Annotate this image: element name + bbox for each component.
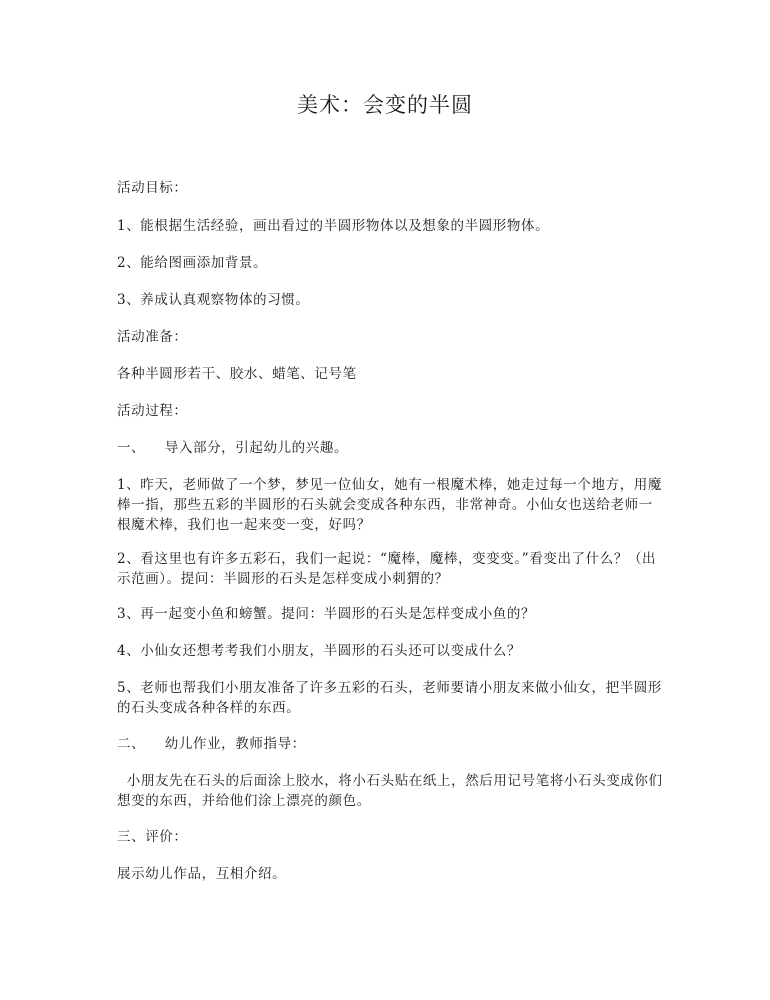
paragraph-instructions: 小朋友先在石头的后面涂上胶水，将小石头贴在纸上，然后用记号笔将小石头变成你们想变的东西，并给他们涂上漂亮的颜色。 bbox=[117, 773, 663, 809]
paragraph-step-2: 2、看这里也有许多五彩石，我们一起说：“魔棒，魔棒，变变变。”看变出了什么？（出示范画）。提问：半圆形的石头是怎样变成小刺猬的？ bbox=[117, 551, 657, 587]
paragraph-step-4: 4、小仙女还想考考我们小朋友，半圆形的石头还可以变成什么？ bbox=[117, 643, 521, 659]
paragraph-goal-1: 1、能根据生活经验，画出看过的半圆形物体以及想象的半圆形物体。 bbox=[117, 218, 550, 234]
paragraph-evaluation: 展示幼儿作品，互相介绍。 bbox=[117, 866, 287, 882]
section-heading-goals: 活动目标： bbox=[117, 180, 188, 196]
paragraph-goal-3: 3、养成认真观察物体的习惯。 bbox=[117, 292, 310, 308]
section-heading-process: 活动过程： bbox=[117, 403, 188, 419]
paragraph-step-5: 5、老师也帮我们小朋友准备了许多五彩的石头，老师要请小朋友来做小仙女，把半圆形的石头变成各种各样的东西。 bbox=[117, 680, 662, 716]
paragraph-step-3: 3、再一起变小鱼和螃蟹。提问：半圆形的石头是怎样变成小鱼的？ bbox=[117, 606, 536, 622]
paragraph-materials: 各种半圆形若干、胶水、蜡笔、记号笔 bbox=[117, 366, 357, 382]
section-heading-preparation: 活动准备： bbox=[117, 329, 188, 345]
paragraph-part-2: 二、 幼儿作业，教师指导： bbox=[117, 736, 306, 752]
section-heading-evaluation: 三、评价： bbox=[117, 829, 188, 845]
paragraph-part-1: 一、 导入部分，引起幼儿的兴趣。 bbox=[117, 440, 349, 456]
page-title: 美术：会变的半圆 bbox=[297, 93, 473, 117]
paragraph-goal-2: 2、能给图画添加背景。 bbox=[117, 255, 268, 271]
paragraph-step-1: 1、昨天，老师做了一个梦，梦见一位仙女，她有一根魔术棒，她走过每一个地方，用魔棒一指，那些五彩的半圆形的石头就会变成各种东西，非常神奇。小仙女也送给老师一根魔术棒，我们也一起来变一变，好吗？ bbox=[117, 477, 662, 533]
